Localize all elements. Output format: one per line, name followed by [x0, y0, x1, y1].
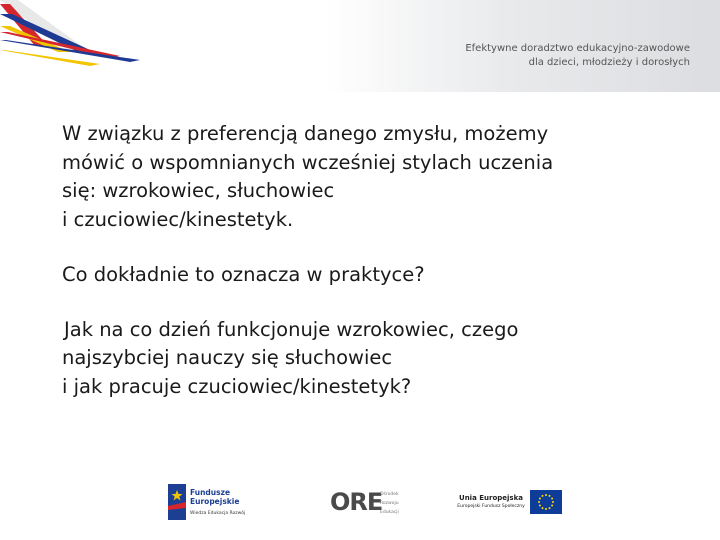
- text-line: i jak pracuje czuciowiec/kinestetyk?: [62, 374, 412, 398]
- fe-title-line-2: Europejskie: [190, 497, 240, 506]
- ore-name-line: Rozwoju: [380, 501, 399, 506]
- project-title-line-1: Efektywne doradztwo edukacyjno-zawodowe: [465, 43, 690, 54]
- fe-subtitle: Wiedza Edukacja Rozwój: [190, 511, 246, 516]
- text-line: Jak na co dzień funkcjonuje wzrokowiec, czego: [64, 317, 519, 341]
- text-line: W związku z preferencją danego zmysłu, możemy: [62, 122, 549, 145]
- paragraph-examples: [62, 316, 662, 402]
- project-title: [465, 42, 690, 70]
- fe-title: [190, 488, 239, 506]
- ore-name-line: Ośrodek: [380, 492, 399, 497]
- ore-name: [380, 490, 399, 517]
- footer-logos: [0, 478, 720, 528]
- ue-subtitle: Europejski Fundusz Społeczny: [457, 504, 525, 509]
- text-line: najszybciej nauczy się słuchowiec: [62, 346, 393, 369]
- decorative-stripes: [0, 0, 150, 70]
- project-title-line-2: dla dzieci, młodzieży i dorosłych: [528, 57, 690, 68]
- header-band: [0, 0, 720, 92]
- text-line: Co dokładnie to oznacza w praktyce?: [62, 263, 425, 286]
- ue-caption: [448, 494, 534, 509]
- ore-mark: ORE: [330, 488, 383, 516]
- ore-name-line: Edukacji: [380, 510, 399, 515]
- ue-title: Unia Europejska: [459, 494, 523, 502]
- fundusze-europejskie-logo: [168, 484, 260, 520]
- text-line: i czuciowiec/kinestetyk.: [62, 207, 294, 231]
- paragraph-question: [62, 261, 662, 290]
- fe-stars-icon: [168, 484, 186, 520]
- text-line: mówić o wspomnianych wcześniej stylach uczenia: [62, 150, 554, 174]
- paragraph-learning-styles: [62, 120, 662, 234]
- slide-body: [62, 120, 662, 401]
- fe-title-line-1: Fundusze: [190, 488, 231, 497]
- ore-logo: [330, 488, 402, 518]
- unia-europejska-logo: [448, 488, 564, 518]
- text-line: się: wzrokowiec, słuchowiec: [62, 179, 335, 202]
- eu-flag-icon: [530, 490, 562, 514]
